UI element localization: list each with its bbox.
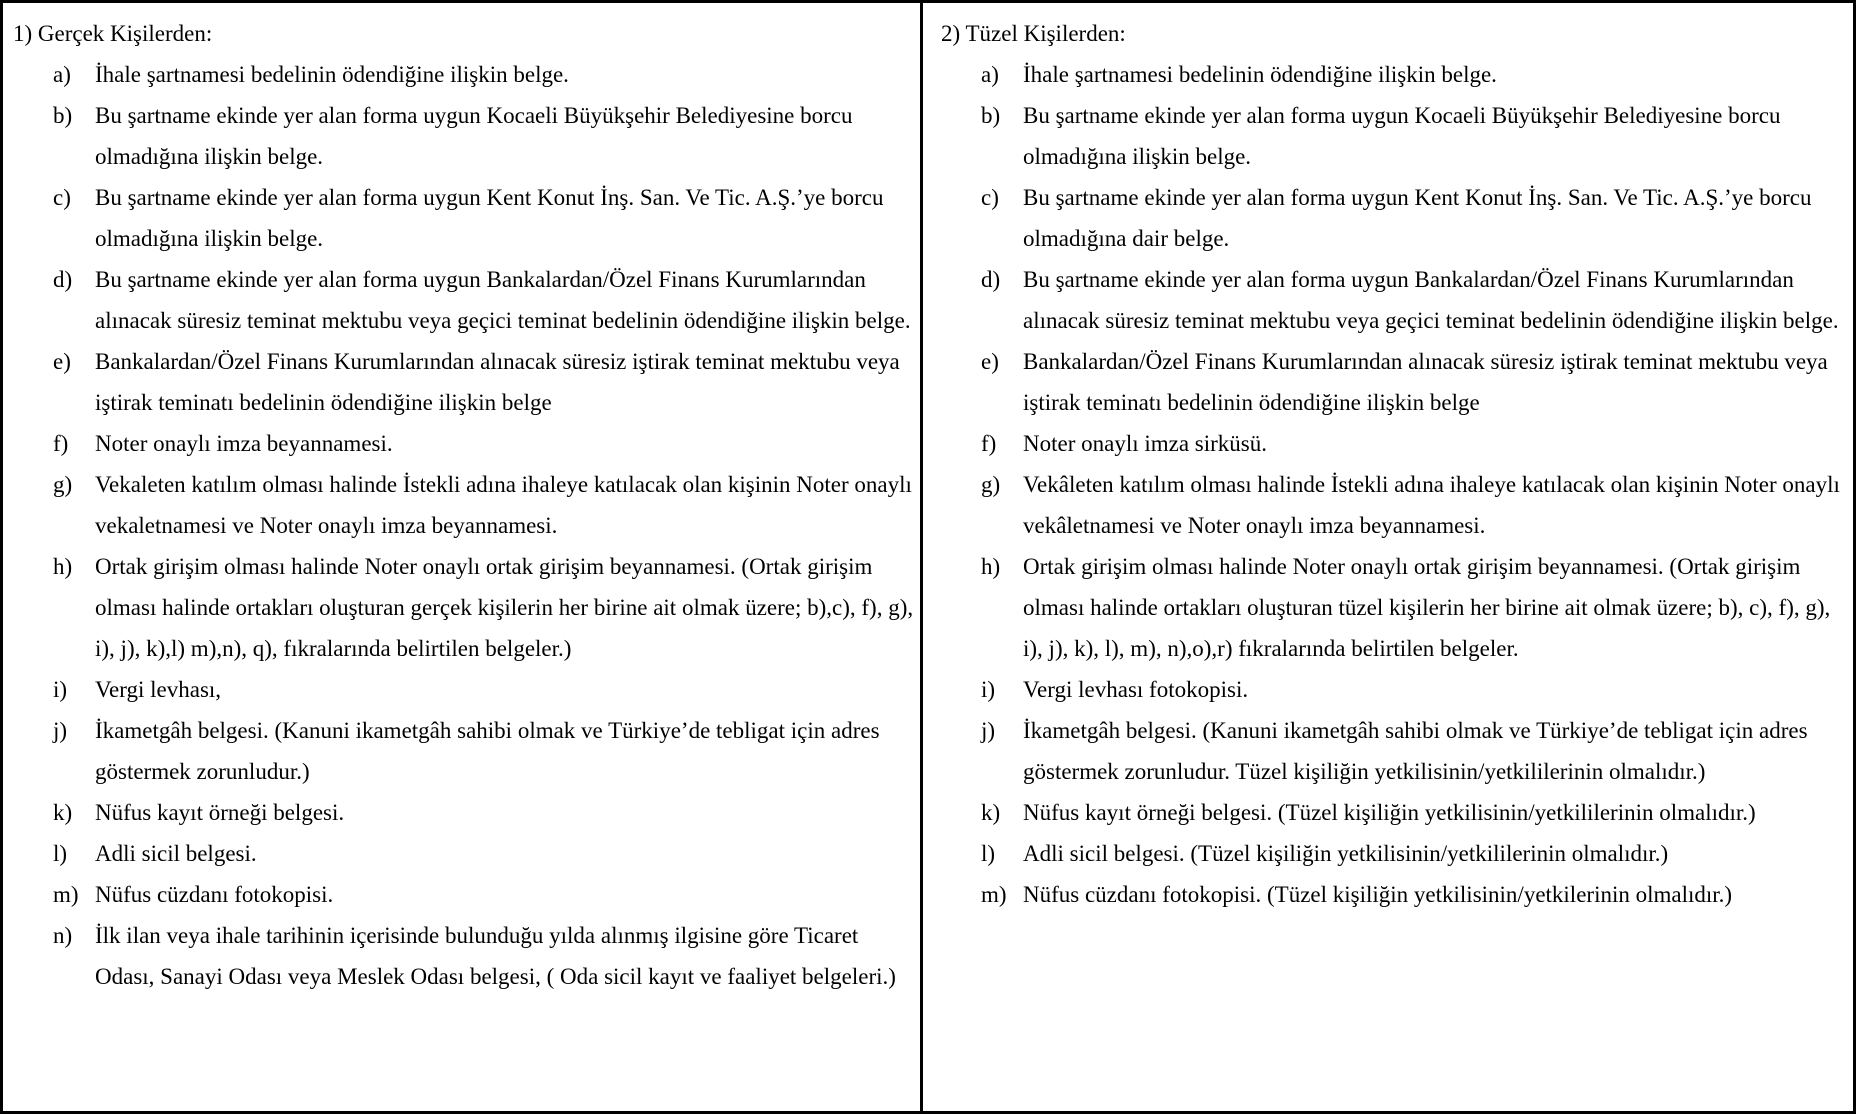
list-item xyxy=(11,177,914,259)
column-gercek-kisiler xyxy=(3,3,923,1111)
column-header-tuzel-kisiler: 2) Tüzel Kişilerden: xyxy=(941,21,1126,46)
item-marker: k) xyxy=(981,800,1001,825)
item-text: Bankalardan/Özel Finans Kurumlarından alınacak süresiz iştirak teminat mektubu veya iştirak teminatı bedelinin ödendiğine ilişkin belge xyxy=(1023,349,1828,415)
item-text: İkametgâh belgesi. (Kanuni ikametgâh sahibi olmak ve Türkiye’de tebligat için adres göstermek zorunludur. Tüzel kişiliğin yetkilisinin/yetkililerinin olmalıdır.) xyxy=(1023,718,1808,784)
list-item xyxy=(11,669,914,710)
item-marker: i) xyxy=(53,677,68,702)
item-text: Bu şartname ekinde yer alan forma uygun Bankalardan/Özel Finans Kurumlarından alınacak süresiz teminat mektubu veya geçici teminat bedelinin ödendiğine ilişkin belge. xyxy=(1023,267,1839,333)
list-item xyxy=(939,95,1847,177)
item-marker: f) xyxy=(981,431,997,456)
list-item xyxy=(11,259,914,341)
list-item xyxy=(939,546,1847,669)
list-item xyxy=(939,423,1847,464)
item-text: Vekaleten katılım olması halinde İstekli adına ihaleye katılacak olan kişinin Noter onaylı vekaletnamesi ve Noter onaylı imza beyannamesi. xyxy=(95,472,912,538)
item-marker: e) xyxy=(981,349,999,374)
item-marker: l) xyxy=(981,841,996,866)
item-marker: b) xyxy=(53,103,73,128)
list-item xyxy=(939,833,1847,874)
list-item xyxy=(939,177,1847,259)
item-marker: j) xyxy=(53,718,68,743)
item-text: Bu şartname ekinde yer alan forma uygun Bankalardan/Özel Finans Kurumlarından alınacak süresiz teminat mektubu veya geçici teminat bedelinin ödendiğine ilişkin belge. xyxy=(95,267,911,333)
item-text: Nüfus cüzdanı fotokopisi. (Tüzel kişiliğin yetkilisinin/yetkilerinin olmalıdır.) xyxy=(1023,882,1733,907)
list-item xyxy=(939,710,1847,792)
item-text: Vergi levhası, xyxy=(95,677,222,702)
item-marker: b) xyxy=(981,103,1001,128)
list-item xyxy=(11,546,914,669)
item-marker: g) xyxy=(53,472,73,497)
item-marker: m) xyxy=(53,882,79,907)
item-text: İhale şartnamesi bedelinin ödendiğine ilişkin belge. xyxy=(95,62,569,87)
item-text: Bu şartname ekinde yer alan forma uygun Kocaeli Büyükşehir Belediyesine borcu olmadığına ilişkin belge. xyxy=(95,103,853,169)
item-marker: h) xyxy=(53,554,73,579)
item-marker: k) xyxy=(53,800,73,825)
column-tuzel-kisiler xyxy=(923,3,1853,1111)
tuzel-kisiler-list xyxy=(939,54,1847,915)
item-marker: c) xyxy=(53,185,71,210)
list-item xyxy=(939,464,1847,546)
list-item xyxy=(939,669,1847,710)
item-text: Nüfus cüzdanı fotokopisi. xyxy=(95,882,334,907)
gercek-kisiler-list xyxy=(11,54,914,997)
item-marker: m) xyxy=(981,882,1007,907)
item-marker: j) xyxy=(981,718,996,743)
list-item xyxy=(11,915,914,997)
item-text: Vergi levhası fotokopisi. xyxy=(1023,677,1249,702)
item-text: İhale şartnamesi bedelinin ödendiğine ilişkin belge. xyxy=(1023,62,1497,87)
item-text: Bu şartname ekinde yer alan forma uygun Kent Konut İnş. San. Ve Tic. A.Ş.’ye borcu olmadığına dair belge. xyxy=(1023,185,1812,251)
item-marker: n) xyxy=(53,923,73,948)
list-item xyxy=(11,54,914,95)
list-item xyxy=(11,423,914,464)
item-marker: a) xyxy=(981,62,999,87)
list-item xyxy=(939,54,1847,95)
item-marker: g) xyxy=(981,472,1001,497)
item-text: Adli sicil belgesi. (Tüzel kişiliğin yetkilisinin/yetkililerinin olmalıdır.) xyxy=(1023,841,1669,866)
item-marker: d) xyxy=(981,267,1001,292)
item-text: Noter onaylı imza beyannamesi. xyxy=(95,431,393,456)
item-marker: l) xyxy=(53,841,68,866)
list-item xyxy=(11,792,914,833)
item-text: Adli sicil belgesi. xyxy=(95,841,257,866)
item-text: İlk ilan veya ihale tarihinin içerisinde bulunduğu yılda alınmış ilgisine göre Ticaret Odası, Sanayi Odası veya Meslek Odası belgesi, ( Oda sicil kayıt ve faaliyet belgeleri.) xyxy=(95,923,896,989)
item-text: Vekâleten katılım olması halinde İstekli adına ihaleye katılacak olan kişinin Noter onaylı vekâletnamesi ve Noter onaylı imza beyannamesi. xyxy=(1023,472,1840,538)
item-text: Ortak girişim olması halinde Noter onaylı ortak girişim beyannamesi. (Ortak girişim olması halinde ortakları oluşturan gerçek kişilerin her birine ait olmak üzere; b),c), f), g), i), j), k),l) m),n), q), fıkralarında belirtilen belgeler.) xyxy=(95,554,914,661)
item-marker: d) xyxy=(53,267,73,292)
item-text: Noter onaylı imza sirküsü. xyxy=(1023,431,1268,456)
list-item xyxy=(11,464,914,546)
item-marker: h) xyxy=(981,554,1001,579)
item-text: Bu şartname ekinde yer alan forma uygun Kent Konut İnş. San. Ve Tic. A.Ş.’ye borcu olmadığına ilişkin belge. xyxy=(95,185,884,251)
item-text: Bankalardan/Özel Finans Kurumlarından alınacak süresiz iştirak teminat mektubu veya iştirak teminatı bedelinin ödendiğine ilişkin belge xyxy=(95,349,900,415)
list-item xyxy=(11,833,914,874)
item-marker: c) xyxy=(981,185,999,210)
list-item xyxy=(939,259,1847,341)
item-marker: a) xyxy=(53,62,71,87)
item-text: İkametgâh belgesi. (Kanuni ikametgâh sahibi olmak ve Türkiye’de tebligat için adres göstermek zorunludur.) xyxy=(95,718,880,784)
list-item xyxy=(939,874,1847,915)
item-text: Nüfus kayıt örneği belgesi. (Tüzel kişiliğin yetkilisinin/yetkililerinin olmalıdır.) xyxy=(1023,800,1756,825)
item-text: Ortak girişim olması halinde Noter onaylı ortak girişim beyannamesi. (Ortak girişim olması halinde ortakları oluşturan tüzel kişilerin her birine ait olmak üzere; b), c), f), g), i), j), k), l), m), n),o),r) fıkralarında belirtilen belgeler. xyxy=(1023,554,1831,661)
item-marker: i) xyxy=(981,677,996,702)
column-header-gercek-kisiler: 1) Gerçek Kişilerden: xyxy=(13,21,213,46)
list-item xyxy=(11,95,914,177)
list-item xyxy=(11,874,914,915)
item-marker: f) xyxy=(53,431,69,456)
list-item xyxy=(939,792,1847,833)
list-item xyxy=(11,341,914,423)
item-text: Nüfus kayıt örneği belgesi. xyxy=(95,800,345,825)
list-item xyxy=(11,710,914,792)
item-text: Bu şartname ekinde yer alan forma uygun Kocaeli Büyükşehir Belediyesine borcu olmadığına ilişkin belge. xyxy=(1023,103,1781,169)
list-item xyxy=(939,341,1847,423)
item-marker: e) xyxy=(53,349,71,374)
